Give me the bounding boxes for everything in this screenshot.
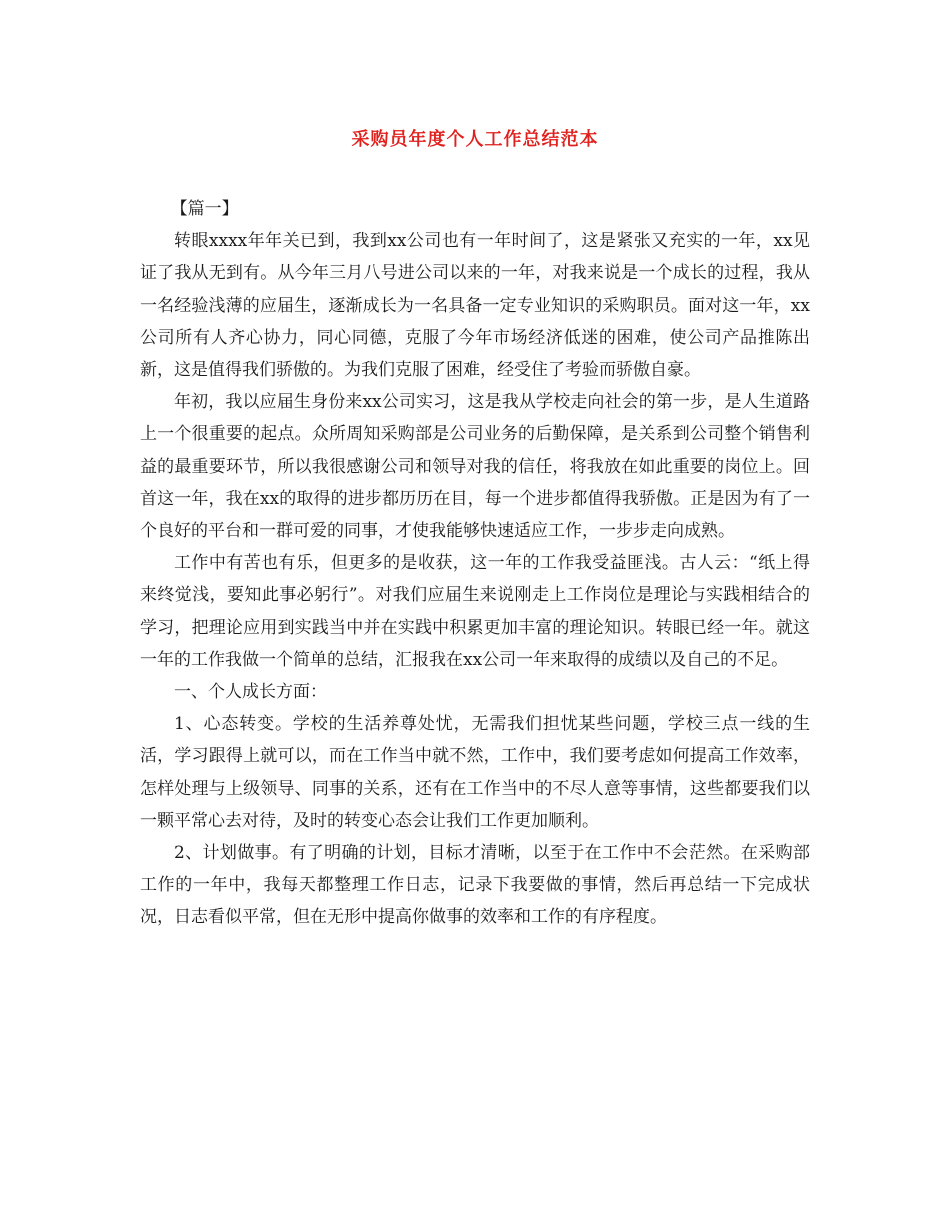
paragraph: 1、心态转变。学校的生活养尊处忧，无需我们担忧某些问题，学校三点一线的生活，学习跟得上就可以，而在工作当中就不然，工作中，我们要考虑如何提高工作效率，怎样处理与上级领导、同事的关系，还有在工作当中的不尽人意等事情，这些都要我们以一颗平常心去对待，及时的转变心态会让我们工作更加顺利。 xyxy=(140,714,810,831)
document-body xyxy=(140,193,810,934)
paragraph: 年初，我以应届生身份来xx公司实习，这是我从学校走向社会的第一步，是人生道路上一个很重要的起点。众所周知采购部是公司业务的后勤保障，是关系到公司整个销售利益的最重要环节，所以我很感谢公司和领导对我的信任，将我放在如此重要的岗位上。回首这一年，我在xx的取得的进步都历历在目，每一个进步都值得我骄傲。正是因为有了一个良好的平台和一群可爱的同事，才使我能够快速适应工作，一步步走向成熟。 xyxy=(140,392,810,542)
paragraph: 2、计划做事。有了明确的计划，目标才清晰，以至于在工作中不会茫然。在采购部工作的一年中，我每天都整理工作日志，记录下我要做的事情，然后再总结一下完成状况，日志看似平常，但在无形中提高你做事的效率和工作的有序程度。 xyxy=(140,843,810,928)
paragraph: 转眼xxxx年年关已到，我到xx公司也有一年时间了，这是紧张又充实的一年，xx见证了我从无到有。从今年三月八号进公司以来的一年，对我来说是一个成长的过程，我从一名经验浅薄的应届生，逐渐成长为一名具备一定专业知识的采购职员。面对这一年，xx公司所有人齐心协力，同心同德，克服了今年市场经济低迷的困难，使公司产品推陈出新，这是值得我们骄傲的。为我们克服了困难，经受住了考验而骄傲自豪。 xyxy=(140,231,810,381)
section-label: 【篇一】 xyxy=(170,199,239,219)
paragraph: 工作中有苦也有乐，但更多的是收获，这一年的工作我受益匪浅。古人云：“纸上得来终觉浅，要知此事必躬行”。对我们应届生来说刚走上工作岗位是理论与实践相结合的学习，把理论应用到实践当中并在实践中积累更加丰富的理论知识。转眼已经一年。就这一年的工作我做一个简单的总结，汇报我在xx公司一年来取得的成绩以及自己的不足。 xyxy=(140,553,810,670)
section-heading: 一、个人成长方面： xyxy=(174,682,327,703)
document-title: 采购员年度个人工作总结范本 xyxy=(351,129,599,150)
